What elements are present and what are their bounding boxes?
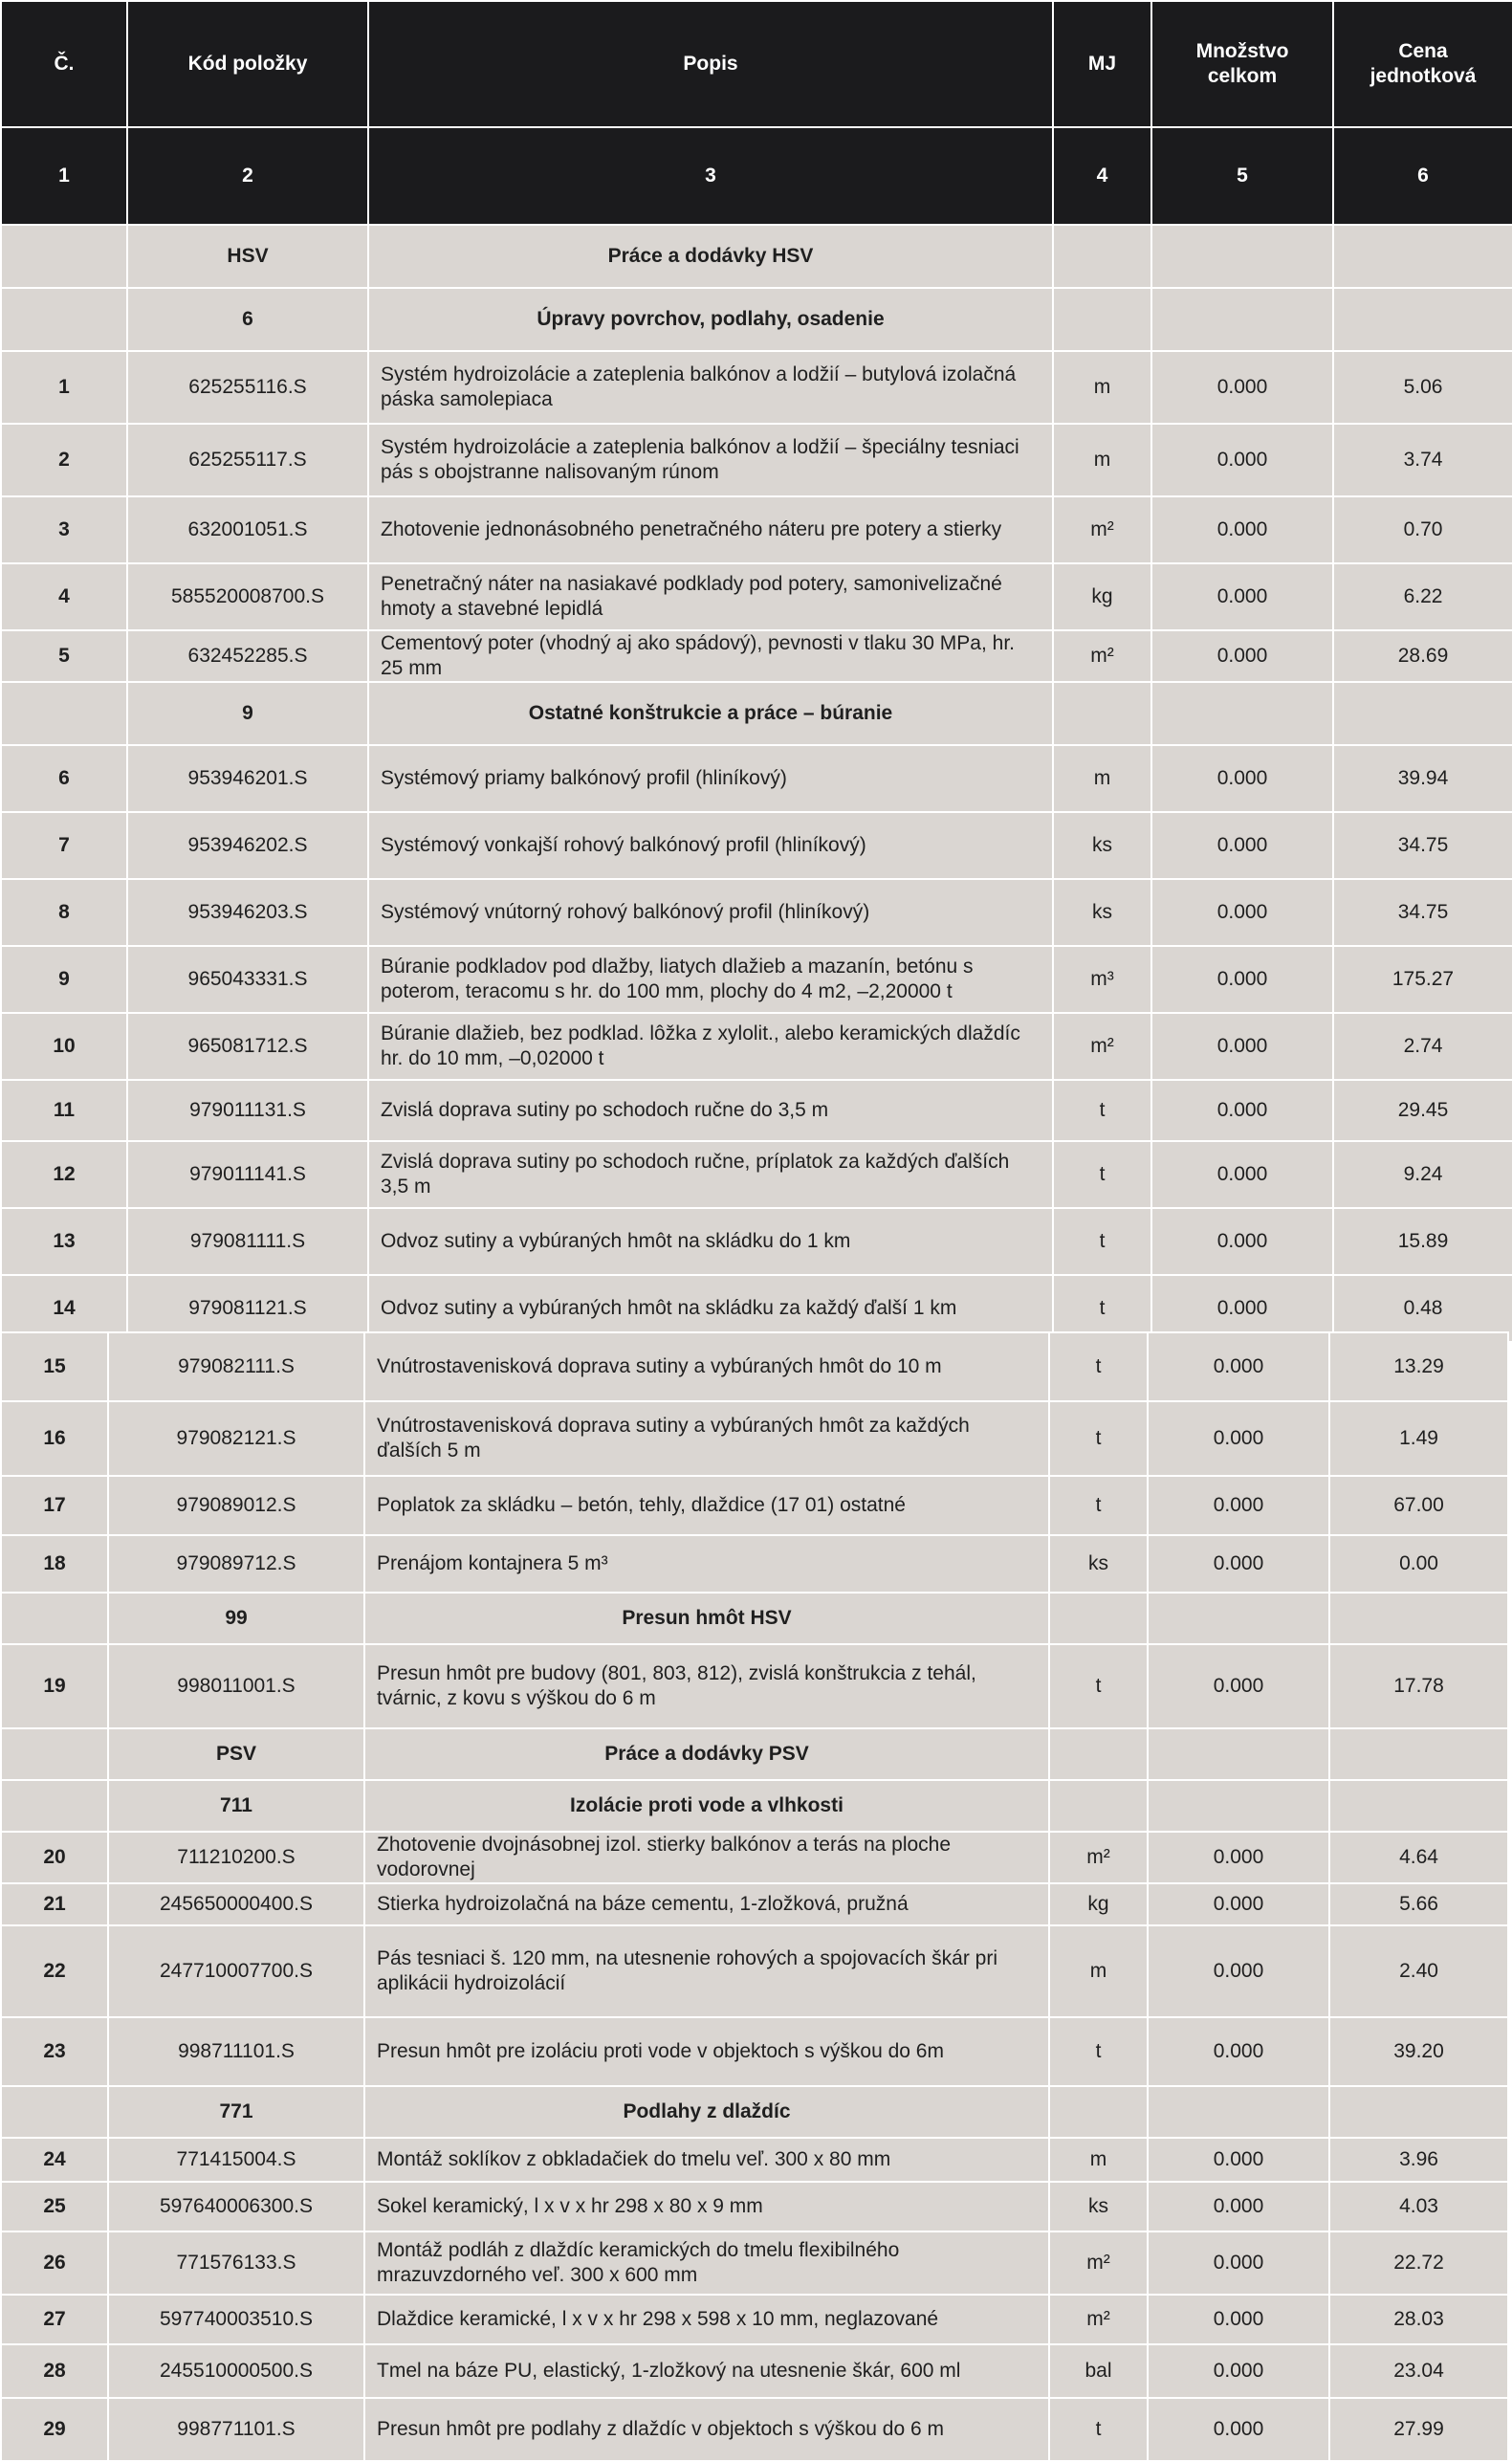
item-unit: m² bbox=[1049, 1832, 1148, 1883]
item-description: Stierka hydroizolačná na báze cementu, 1-zložková, pružná bbox=[364, 1883, 1049, 1925]
header-col-unit-price: Cena jednotková bbox=[1333, 1, 1512, 127]
row-number: 11 bbox=[1, 1080, 127, 1141]
item-unit: m bbox=[1053, 745, 1151, 812]
section-code: 771 bbox=[108, 2086, 364, 2138]
item-unit: ks bbox=[1049, 1535, 1148, 1593]
item-unit: ks bbox=[1049, 2182, 1148, 2231]
empty-cell bbox=[1329, 1728, 1508, 1780]
row-number: 4 bbox=[1, 563, 127, 630]
section-number-cell bbox=[1, 225, 127, 288]
item-code: 245510000500.S bbox=[108, 2344, 364, 2398]
item-unit-price: 34.75 bbox=[1333, 812, 1512, 879]
item-quantity: 0.000 bbox=[1148, 2231, 1329, 2295]
item-code: 998711101.S bbox=[108, 2017, 364, 2086]
empty-cell bbox=[1053, 225, 1151, 288]
section-title: Izolácie proti vode a vlhkosti bbox=[364, 1780, 1049, 1832]
item-unit: m² bbox=[1049, 2231, 1148, 2295]
empty-cell bbox=[1049, 1728, 1148, 1780]
item-description: Penetračný náter na nasiakavé podklady pod potery, samonivelizačné hmoty a stavebné lepidlá bbox=[368, 563, 1053, 630]
item-quantity: 0.000 bbox=[1148, 1401, 1329, 1476]
row-number: 10 bbox=[1, 1013, 127, 1080]
item-quantity: 0.000 bbox=[1148, 1644, 1329, 1728]
item-quantity: 0.000 bbox=[1151, 1141, 1333, 1208]
section-row bbox=[1, 1780, 1508, 1832]
table-row bbox=[1, 1925, 1508, 2017]
item-unit-price: 5.66 bbox=[1329, 1883, 1508, 1925]
table-row bbox=[1, 2231, 1508, 2295]
section-title: Ostatné konštrukcie a práce – búranie bbox=[368, 682, 1053, 745]
section-number-cell bbox=[1, 1593, 108, 1644]
item-unit-price: 6.22 bbox=[1333, 563, 1512, 630]
empty-cell bbox=[1329, 1593, 1508, 1644]
item-code: 998771101.S bbox=[108, 2398, 364, 2461]
item-description: Systémový priamy balkónový profil (hliníkový) bbox=[368, 745, 1053, 812]
item-quantity: 0.000 bbox=[1151, 351, 1333, 424]
item-unit-price: 3.74 bbox=[1333, 424, 1512, 496]
item-code: 247710007700.S bbox=[108, 1925, 364, 2017]
row-number: 2 bbox=[1, 424, 127, 496]
item-unit: bal bbox=[1049, 2344, 1148, 2398]
row-number: 7 bbox=[1, 812, 127, 879]
item-code: 625255116.S bbox=[127, 351, 368, 424]
item-description: Montáž podláh z dlaždíc keramických do tmelu flexibilného mrazuvzdorného veľ. 300 x 600 mm bbox=[364, 2231, 1049, 2295]
item-unit: m² bbox=[1053, 630, 1151, 682]
section-row bbox=[1, 2086, 1508, 2138]
item-quantity: 0.000 bbox=[1148, 1476, 1329, 1535]
item-unit-price: 2.40 bbox=[1329, 1925, 1508, 2017]
section-number-cell bbox=[1, 1780, 108, 1832]
row-number: 16 bbox=[1, 1401, 108, 1476]
item-code: 597640006300.S bbox=[108, 2182, 364, 2231]
item-description: Pás tesniaci š. 120 mm, na utesnenie rohových a spojovacích škár pri aplikácii hydroizolácií bbox=[364, 1925, 1049, 2017]
section-code: 9 bbox=[127, 682, 368, 745]
item-quantity: 0.000 bbox=[1148, 2344, 1329, 2398]
item-quantity: 0.000 bbox=[1151, 946, 1333, 1013]
empty-cell bbox=[1049, 1593, 1148, 1644]
item-quantity: 0.000 bbox=[1148, 1332, 1329, 1401]
table-row bbox=[1, 2182, 1508, 2231]
table-row bbox=[1, 745, 1512, 812]
row-number: 27 bbox=[1, 2295, 108, 2344]
item-unit: t bbox=[1049, 1476, 1148, 1535]
table-row bbox=[1, 2017, 1508, 2086]
section-row bbox=[1, 682, 1512, 745]
section-number-cell bbox=[1, 288, 127, 351]
item-description: Tmel na báze PU, elastický, 1-zložkový na utesnenie škár, 600 ml bbox=[364, 2344, 1049, 2398]
item-code: 953946203.S bbox=[127, 879, 368, 946]
item-unit-price: 27.99 bbox=[1329, 2398, 1508, 2461]
item-unit-price: 15.89 bbox=[1333, 1208, 1512, 1275]
item-unit: m bbox=[1049, 2138, 1148, 2182]
item-unit-price: 0.00 bbox=[1329, 1535, 1508, 1593]
empty-cell bbox=[1333, 288, 1512, 351]
column-number: 3 bbox=[368, 127, 1053, 225]
item-quantity: 0.000 bbox=[1151, 1080, 1333, 1141]
item-description: Vnútrostavenisková doprava sutiny a vybúraných hmôt do 10 m bbox=[364, 1332, 1049, 1401]
empty-cell bbox=[1148, 1593, 1329, 1644]
table-row bbox=[1, 1332, 1508, 1401]
item-description: Zvislá doprava sutiny po schodoch ručne do 3,5 m bbox=[368, 1080, 1053, 1141]
table-row bbox=[1, 879, 1512, 946]
table-row bbox=[1, 630, 1512, 682]
section-code: PSV bbox=[108, 1728, 364, 1780]
section-title: Podlahy z dlaždíc bbox=[364, 2086, 1049, 2138]
item-quantity: 0.000 bbox=[1148, 2182, 1329, 2231]
section-number-cell bbox=[1, 1728, 108, 1780]
section-code: 6 bbox=[127, 288, 368, 351]
row-number: 5 bbox=[1, 630, 127, 682]
item-quantity: 0.000 bbox=[1148, 1535, 1329, 1593]
item-quantity: 0.000 bbox=[1148, 1832, 1329, 1883]
row-number: 22 bbox=[1, 1925, 108, 2017]
section-number-cell bbox=[1, 682, 127, 745]
item-quantity: 0.000 bbox=[1148, 1925, 1329, 2017]
item-unit-price: 175.27 bbox=[1333, 946, 1512, 1013]
item-unit-price: 34.75 bbox=[1333, 879, 1512, 946]
item-code: 632001051.S bbox=[127, 496, 368, 563]
item-unit-price: 67.00 bbox=[1329, 1476, 1508, 1535]
item-code: 585520008700.S bbox=[127, 563, 368, 630]
row-number: 23 bbox=[1, 2017, 108, 2086]
item-unit-price: 2.74 bbox=[1333, 1013, 1512, 1080]
empty-cell bbox=[1148, 2086, 1329, 2138]
item-code: 979081111.S bbox=[127, 1208, 368, 1275]
empty-cell bbox=[1053, 288, 1151, 351]
section-code: 99 bbox=[108, 1593, 364, 1644]
item-unit-price: 28.03 bbox=[1329, 2295, 1508, 2344]
item-description: Cementový poter (vhodný aj ako spádový), pevnosti v tlaku 30 MPa, hr. 25 mm bbox=[368, 630, 1053, 682]
table-row bbox=[1, 2295, 1508, 2344]
item-description: Búranie dlažieb, bez podklad. lôžka z xylolit., alebo keramických dlaždíc hr. do 10 mm, –0,02000 t bbox=[368, 1013, 1053, 1080]
item-code: 953946202.S bbox=[127, 812, 368, 879]
item-unit: kg bbox=[1049, 1883, 1148, 1925]
header-col-unit: MJ bbox=[1053, 1, 1151, 127]
table-row bbox=[1, 1883, 1508, 1925]
item-description: Presun hmôt pre izoláciu proti vode v objektoch s výškou do 6m bbox=[364, 2017, 1049, 2086]
empty-cell bbox=[1333, 682, 1512, 745]
item-quantity: 0.000 bbox=[1148, 2398, 1329, 2461]
item-unit: ks bbox=[1053, 812, 1151, 879]
row-number: 1 bbox=[1, 351, 127, 424]
item-unit: t bbox=[1049, 2398, 1148, 2461]
item-unit: m³ bbox=[1053, 946, 1151, 1013]
item-code: 979082121.S bbox=[108, 1401, 364, 1476]
row-number: 24 bbox=[1, 2138, 108, 2182]
item-quantity: 0.000 bbox=[1151, 1013, 1333, 1080]
item-description: Sokel keramický, l x v x hr 298 x 80 x 9 mm bbox=[364, 2182, 1049, 2231]
item-unit-price: 13.29 bbox=[1329, 1332, 1508, 1401]
column-number: 1 bbox=[1, 127, 127, 225]
item-quantity: 0.000 bbox=[1148, 1883, 1329, 1925]
table-row bbox=[1, 1401, 1508, 1476]
empty-cell bbox=[1148, 1780, 1329, 1832]
table-row bbox=[1, 812, 1512, 879]
column-number: 4 bbox=[1053, 127, 1151, 225]
item-unit: t bbox=[1049, 1332, 1148, 1401]
row-number: 14 bbox=[1, 1275, 127, 1342]
item-unit-price: 5.06 bbox=[1333, 351, 1512, 424]
item-unit-price: 4.03 bbox=[1329, 2182, 1508, 2231]
item-code: 979011131.S bbox=[127, 1080, 368, 1141]
item-code: 998011001.S bbox=[108, 1644, 364, 1728]
item-quantity: 0.000 bbox=[1148, 2138, 1329, 2182]
table-row bbox=[1, 1476, 1508, 1535]
item-description: Dlaždice keramické, l x v x hr 298 x 598 x 10 mm, neglazované bbox=[364, 2295, 1049, 2344]
item-unit: t bbox=[1053, 1208, 1151, 1275]
table-row bbox=[1, 563, 1512, 630]
row-number: 3 bbox=[1, 496, 127, 563]
row-number: 13 bbox=[1, 1208, 127, 1275]
item-unit-price: 1.49 bbox=[1329, 1401, 1508, 1476]
row-number: 20 bbox=[1, 1832, 108, 1883]
item-quantity: 0.000 bbox=[1151, 745, 1333, 812]
column-number: 6 bbox=[1333, 127, 1512, 225]
item-code: 965043331.S bbox=[127, 946, 368, 1013]
item-code: 979081121.S bbox=[127, 1275, 368, 1342]
item-unit-price: 3.96 bbox=[1329, 2138, 1508, 2182]
item-description: Systém hydroizolácie a zateplenia balkónov a lodžií – butylová izolačná páska samolepiaca bbox=[368, 351, 1053, 424]
row-number: 9 bbox=[1, 946, 127, 1013]
empty-cell bbox=[1329, 2086, 1508, 2138]
item-unit-price: 0.48 bbox=[1333, 1275, 1512, 1342]
table-row bbox=[1, 351, 1512, 424]
header-col-code: Kód položky bbox=[127, 1, 368, 127]
item-code: 597740003510.S bbox=[108, 2295, 364, 2344]
item-unit: t bbox=[1053, 1275, 1151, 1342]
header-col-quantity: Množstvo celkom bbox=[1151, 1, 1333, 127]
item-code: 245650000400.S bbox=[108, 1883, 364, 1925]
item-code: 979082111.S bbox=[108, 1332, 364, 1401]
section-title: Úpravy povrchov, podlahy, osadenie bbox=[368, 288, 1053, 351]
item-code: 771415004.S bbox=[108, 2138, 364, 2182]
item-code: 979011141.S bbox=[127, 1141, 368, 1208]
column-number: 5 bbox=[1151, 127, 1333, 225]
row-number: 29 bbox=[1, 2398, 108, 2461]
empty-cell bbox=[1151, 682, 1333, 745]
row-number: 6 bbox=[1, 745, 127, 812]
item-unit-price: 28.69 bbox=[1333, 630, 1512, 682]
item-unit: m² bbox=[1053, 496, 1151, 563]
column-number: 2 bbox=[127, 127, 368, 225]
header-col-number: Č. bbox=[1, 1, 127, 127]
item-unit-price: 29.45 bbox=[1333, 1080, 1512, 1141]
item-description: Búranie podkladov pod dlažby, liatych dlažieb a mazanín, betónu s poterom, teracomu s hr. do 100 mm, plochy do 4 m2, –2,20000 t bbox=[368, 946, 1053, 1013]
empty-cell bbox=[1151, 288, 1333, 351]
item-quantity: 0.000 bbox=[1151, 879, 1333, 946]
table-row bbox=[1, 496, 1512, 563]
table-row bbox=[1, 946, 1512, 1013]
item-unit-price: 39.94 bbox=[1333, 745, 1512, 812]
item-unit-price: 4.64 bbox=[1329, 1832, 1508, 1883]
item-quantity: 0.000 bbox=[1151, 1208, 1333, 1275]
item-description: Systémový vonkajší rohový balkónový profil (hliníkový) bbox=[368, 812, 1053, 879]
item-code: 625255117.S bbox=[127, 424, 368, 496]
item-unit: m bbox=[1053, 351, 1151, 424]
section-row bbox=[1, 225, 1512, 288]
item-unit: t bbox=[1053, 1141, 1151, 1208]
item-code: 965081712.S bbox=[127, 1013, 368, 1080]
table-row bbox=[1, 1832, 1508, 1883]
price-table-bottom bbox=[0, 1331, 1509, 2462]
section-row bbox=[1, 288, 1512, 351]
item-description: Presun hmôt pre podlahy z dlaždíc v objektoch s výškou do 6 m bbox=[364, 2398, 1049, 2461]
item-description: Prenájom kontajnera 5 m³ bbox=[364, 1535, 1049, 1593]
item-unit-price: 39.20 bbox=[1329, 2017, 1508, 2086]
item-quantity: 0.000 bbox=[1148, 2017, 1329, 2086]
row-number: 8 bbox=[1, 879, 127, 946]
header-col-description: Popis bbox=[368, 1, 1053, 127]
item-unit: t bbox=[1049, 2017, 1148, 2086]
row-number: 18 bbox=[1, 1535, 108, 1593]
item-unit: t bbox=[1049, 1401, 1148, 1476]
empty-cell bbox=[1049, 1780, 1148, 1832]
table-row bbox=[1, 2344, 1508, 2398]
row-number: 25 bbox=[1, 2182, 108, 2231]
row-number: 15 bbox=[1, 1332, 108, 1401]
item-unit: kg bbox=[1053, 563, 1151, 630]
item-description: Montáž soklíkov z obkladačiek do tmelu veľ. 300 x 80 mm bbox=[364, 2138, 1049, 2182]
row-number: 26 bbox=[1, 2231, 108, 2295]
item-code: 632452285.S bbox=[127, 630, 368, 682]
section-number-cell bbox=[1, 2086, 108, 2138]
section-title: Práce a dodávky PSV bbox=[364, 1728, 1049, 1780]
item-unit: t bbox=[1049, 1644, 1148, 1728]
table-row bbox=[1, 1141, 1512, 1208]
item-unit-price: 17.78 bbox=[1329, 1644, 1508, 1728]
section-code: 711 bbox=[108, 1780, 364, 1832]
item-code: 771576133.S bbox=[108, 2231, 364, 2295]
item-unit-price: 9.24 bbox=[1333, 1141, 1512, 1208]
empty-cell bbox=[1151, 225, 1333, 288]
table-row bbox=[1, 1013, 1512, 1080]
table-row bbox=[1, 1535, 1508, 1593]
table-row bbox=[1, 2398, 1508, 2461]
empty-cell bbox=[1333, 225, 1512, 288]
item-quantity: 0.000 bbox=[1151, 812, 1333, 879]
item-description: Presun hmôt pre budovy (801, 803, 812), zvislá konštrukcia z tehál, tvárnic, z kovu s výškou do 6 m bbox=[364, 1644, 1049, 1728]
item-quantity: 0.000 bbox=[1151, 630, 1333, 682]
table-row bbox=[1, 1644, 1508, 1728]
section-title: Práce a dodávky HSV bbox=[368, 225, 1053, 288]
row-number: 28 bbox=[1, 2344, 108, 2398]
item-quantity: 0.000 bbox=[1151, 496, 1333, 563]
empty-cell bbox=[1329, 1780, 1508, 1832]
item-unit-price: 0.70 bbox=[1333, 496, 1512, 563]
section-code: HSV bbox=[127, 225, 368, 288]
item-description: Vnútrostavenisková doprava sutiny a vybúraných hmôt za každých ďalších 5 m bbox=[364, 1401, 1049, 1476]
table-row bbox=[1, 2138, 1508, 2182]
item-unit: m bbox=[1049, 1925, 1148, 2017]
section-row bbox=[1, 1728, 1508, 1780]
item-quantity: 0.000 bbox=[1148, 2295, 1329, 2344]
item-unit: ks bbox=[1053, 879, 1151, 946]
header-row bbox=[1, 1, 1512, 127]
item-unit: m² bbox=[1053, 1013, 1151, 1080]
item-description: Poplatok za skládku – betón, tehly, dlaždice (17 01) ostatné bbox=[364, 1476, 1049, 1535]
table-row bbox=[1, 424, 1512, 496]
column-number-row bbox=[1, 127, 1512, 225]
item-code: 979089012.S bbox=[108, 1476, 364, 1535]
item-unit: m² bbox=[1049, 2295, 1148, 2344]
item-description: Zvislá doprava sutiny po schodoch ručne, príplatok za každých ďalších 3,5 m bbox=[368, 1141, 1053, 1208]
item-description: Zhotovenie jednonásobného penetračného náteru pre potery a stierky bbox=[368, 496, 1053, 563]
row-number: 19 bbox=[1, 1644, 108, 1728]
table-row bbox=[1, 1208, 1512, 1275]
section-title: Presun hmôt HSV bbox=[364, 1593, 1049, 1644]
empty-cell bbox=[1148, 1728, 1329, 1780]
item-description: Odvoz sutiny a vybúraných hmôt na skládku za každý ďalší 1 km bbox=[368, 1275, 1053, 1342]
item-code: 711210200.S bbox=[108, 1832, 364, 1883]
item-unit: m bbox=[1053, 424, 1151, 496]
item-description: Systém hydroizolácie a zateplenia balkónov a lodžií – špeciálny tesniaci pás s obojstranne nalisovaným rúnom bbox=[368, 424, 1053, 496]
item-description: Systémový vnútorný rohový balkónový profil (hliníkový) bbox=[368, 879, 1053, 946]
item-quantity: 0.000 bbox=[1151, 563, 1333, 630]
empty-cell bbox=[1049, 2086, 1148, 2138]
item-code: 979089712.S bbox=[108, 1535, 364, 1593]
section-row bbox=[1, 1593, 1508, 1644]
item-unit: t bbox=[1053, 1080, 1151, 1141]
item-unit-price: 22.72 bbox=[1329, 2231, 1508, 2295]
row-number: 21 bbox=[1, 1883, 108, 1925]
row-number: 12 bbox=[1, 1141, 127, 1208]
item-description: Odvoz sutiny a vybúraných hmôt na skládku do 1 km bbox=[368, 1208, 1053, 1275]
empty-cell bbox=[1053, 682, 1151, 745]
row-number: 17 bbox=[1, 1476, 108, 1535]
item-description: Zhotovenie dvojnásobnej izol. stierky balkónov a terás na ploche vodorovnej bbox=[364, 1832, 1049, 1883]
item-quantity: 0.000 bbox=[1151, 424, 1333, 496]
item-quantity: 0.000 bbox=[1151, 1275, 1333, 1342]
item-code: 953946201.S bbox=[127, 745, 368, 812]
item-unit-price: 23.04 bbox=[1329, 2344, 1508, 2398]
table-row bbox=[1, 1080, 1512, 1141]
